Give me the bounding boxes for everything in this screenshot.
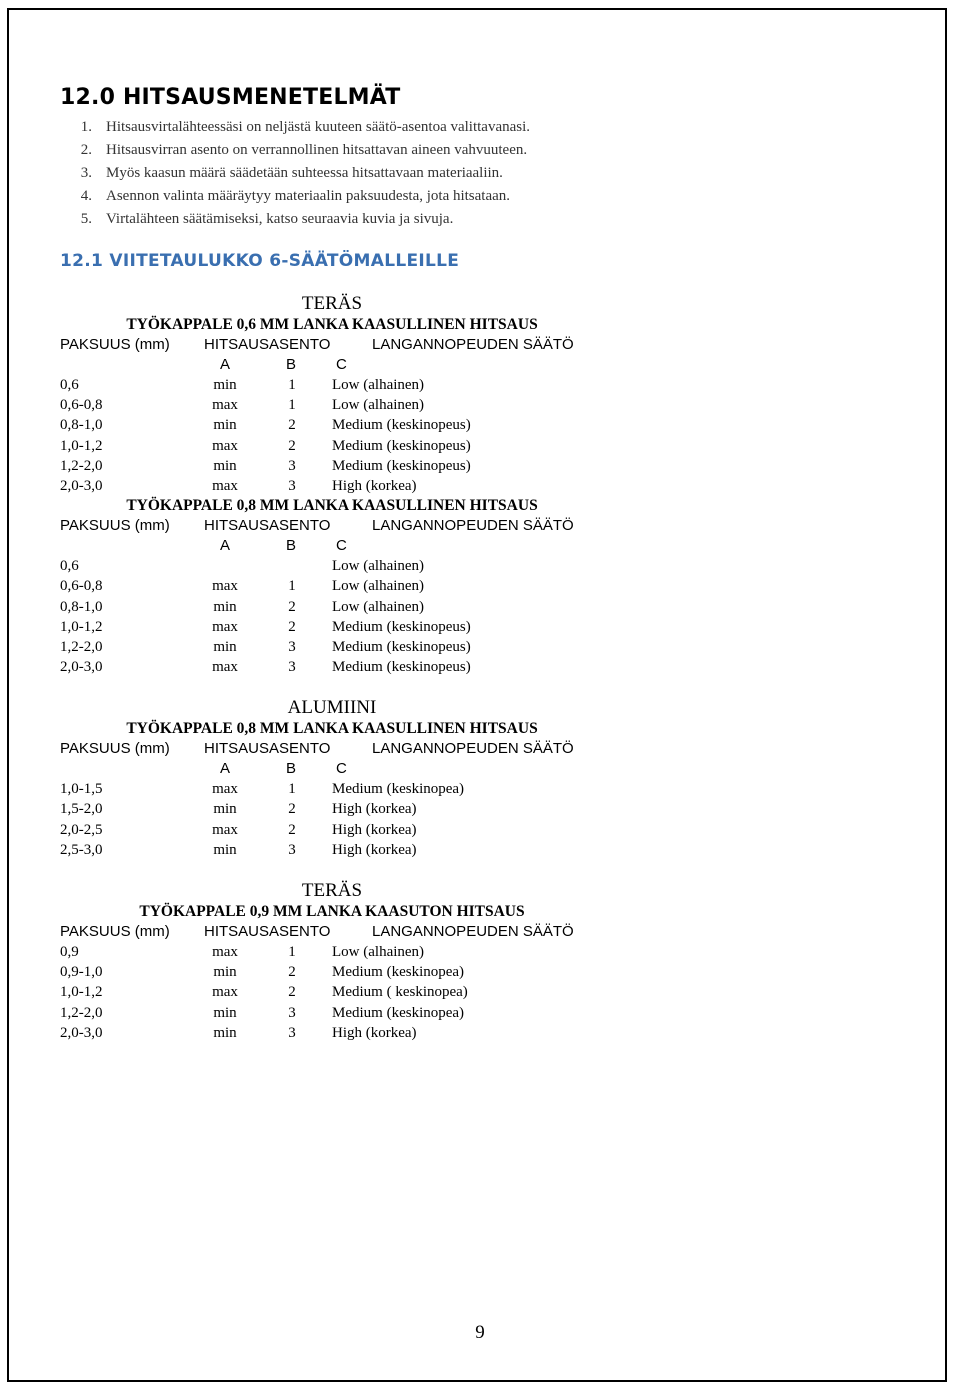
cell-thickness: 0,6 — [60, 377, 79, 393]
cell-position: min — [213, 964, 237, 981]
table-row — [60, 597, 900, 617]
cell-wire-speed: Medium (keskinopea) — [332, 1004, 465, 1021]
cell-position: max — [212, 821, 238, 838]
reference-tables — [60, 293, 900, 1043]
cell-wire-speed: High (korkea) — [332, 1024, 417, 1041]
cell-thickness: 1,0-1,5 — [60, 781, 103, 798]
cell-wire-speed: High (korkea) — [332, 477, 417, 494]
cell-position: max — [212, 437, 238, 454]
table-row — [60, 779, 900, 799]
table-title: TYÖKAPPALE 0,6 MM LANKA KAASULLINEN HITSAUS — [126, 316, 538, 333]
cell-thickness: 1,0-1,2 — [60, 437, 103, 454]
list-text: Asennon valinta määräytyy materiaalin paksuudesta, jota hitsataan. — [106, 188, 511, 204]
list-text: Virtalähteen säätämiseksi, katso seuraavia kuvia ja sivuja. — [106, 211, 454, 227]
cell-wire-speed: Medium (keskinopea) — [332, 781, 465, 798]
cell-setting: 2 — [288, 984, 296, 1001]
cell-setting: 1 — [288, 944, 296, 960]
cell-wire-speed: Medium (keskinopeus) — [332, 417, 471, 434]
cell-position: min — [213, 457, 237, 474]
cell-thickness: 0,9 — [60, 944, 79, 960]
cell-setting: 3 — [288, 841, 296, 858]
abc-label: C — [336, 760, 347, 778]
list-item — [60, 208, 900, 231]
table-title: TYÖKAPPALE 0,8 MM LANKA KAASULLINEN HITSAUS — [126, 720, 538, 738]
table-row — [60, 820, 900, 840]
table-row — [60, 476, 900, 496]
cell-wire-speed: High (korkea) — [332, 821, 417, 838]
header-wire-speed: LANGANNOPEUDEN SÄÄTÖ — [372, 517, 574, 535]
section-heading: 12.1 VIITETAULUKKO 6-SÄÄTÖMALLEILLE — [60, 251, 460, 271]
cell-thickness: 2,0-3,0 — [60, 477, 103, 494]
list-item — [60, 185, 900, 208]
table-row — [60, 657, 900, 677]
cell-setting: 3 — [288, 457, 296, 474]
cell-setting: 2 — [288, 417, 296, 434]
cell-position: min — [213, 1024, 237, 1041]
table-row — [60, 982, 900, 1002]
table-title: TYÖKAPPALE 0,9 MM LANKA KAASUTON HITSAUS — [139, 903, 525, 920]
cell-wire-speed: Medium (keskinopeus) — [332, 638, 471, 655]
list-number: 4. — [80, 188, 92, 204]
table-row — [60, 962, 900, 982]
list-item — [60, 116, 900, 139]
table-row — [60, 375, 900, 395]
table-row — [60, 799, 900, 819]
cell-position: min — [213, 841, 237, 858]
cell-position: min — [213, 377, 237, 393]
cell-position: max — [212, 659, 238, 676]
cell-wire-speed: High (korkea) — [332, 841, 417, 858]
table-row — [60, 576, 900, 596]
cell-position: max — [212, 397, 238, 414]
list-item — [60, 162, 900, 185]
instruction-list — [60, 116, 900, 231]
header-wire-speed: LANGANNOPEUDEN SÄÄTÖ — [372, 740, 574, 758]
cell-setting: 1 — [288, 781, 296, 798]
cell-setting: 2 — [288, 801, 296, 818]
cell-wire-speed: Low (alhainen) — [332, 944, 425, 960]
page-number: 9 — [475, 1322, 485, 1343]
cell-thickness: 1,0-1,2 — [60, 984, 103, 1001]
cell-setting: 3 — [288, 638, 296, 655]
cell-setting: 3 — [288, 659, 296, 676]
cell-thickness: 2,0-2,5 — [60, 821, 103, 838]
cell-position: max — [212, 477, 238, 494]
cell-wire-speed: Medium (keskinopeus) — [332, 457, 471, 474]
chapter-heading: 12.0 HITSAUSMENETELMÄT — [60, 85, 401, 110]
abc-label: A — [220, 356, 231, 373]
cell-thickness: 2,0-3,0 — [60, 659, 103, 676]
cell-thickness: 1,2-2,0 — [60, 457, 103, 474]
cell-thickness: 1,2-2,0 — [60, 1004, 103, 1021]
material-title: TERÄS — [301, 880, 363, 901]
header-setting: HITSAUSASENTO — [204, 923, 331, 940]
table-row — [60, 395, 900, 415]
table-row — [60, 942, 900, 962]
abc-subheader — [60, 759, 900, 779]
abc-label: C — [336, 537, 347, 555]
material-title: TERÄS — [301, 293, 363, 314]
table-header — [60, 516, 900, 536]
header-wire-speed: LANGANNOPEUDEN SÄÄTÖ — [372, 336, 574, 353]
table-row — [60, 436, 900, 456]
header-setting: HITSAUSASENTO — [204, 336, 331, 353]
header-wire-speed: LANGANNOPEUDEN SÄÄTÖ — [372, 923, 574, 940]
cell-thickness: 0,6-0,8 — [60, 578, 103, 595]
abc-label: B — [286, 760, 297, 778]
table-row — [60, 617, 900, 637]
abc-label: C — [336, 356, 347, 373]
cell-thickness: 2,5-3,0 — [60, 841, 103, 858]
cell-wire-speed: Low (alhainen) — [332, 558, 425, 575]
table-header — [60, 922, 900, 942]
cell-thickness: 2,0-3,0 — [60, 1024, 103, 1041]
list-text: Hitsausvirtalähteessäsi on neljästä kuuteen säätö-asentoa valittavanasi. — [106, 119, 531, 135]
table-row — [60, 415, 900, 435]
cell-position: min — [213, 417, 237, 434]
abc-subheader — [60, 536, 900, 556]
table-header — [60, 739, 900, 759]
cell-setting: 2 — [288, 437, 296, 454]
cell-position: max — [212, 781, 238, 798]
cell-wire-speed: Low (alhainen) — [332, 377, 425, 393]
cell-setting: 1 — [288, 397, 296, 414]
cell-position: min — [213, 598, 237, 615]
list-number: 3. — [80, 165, 92, 181]
cell-thickness: 0,9-1,0 — [60, 964, 103, 981]
table-row — [60, 840, 900, 860]
cell-setting: 3 — [288, 477, 296, 494]
table-title: TYÖKAPPALE 0,8 MM LANKA KAASULLINEN HITSAUS — [126, 497, 538, 515]
abc-label: A — [220, 537, 231, 555]
header-thickness: PAKSUUS (mm) — [60, 923, 170, 940]
cell-thickness: 0,8-1,0 — [60, 598, 103, 615]
list-text: Hitsausvirran asento on verrannollinen hitsattavan aineen vahvuuteen. — [106, 142, 528, 158]
abc-label: B — [286, 537, 297, 555]
table-row — [60, 456, 900, 476]
cell-thickness: 1,2-2,0 — [60, 638, 103, 655]
cell-setting: 2 — [288, 598, 296, 615]
cell-thickness: 0,8-1,0 — [60, 417, 103, 434]
list-number: 1. — [80, 119, 92, 135]
cell-wire-speed: Medium (keskinopea) — [332, 964, 465, 981]
cell-position: min — [213, 801, 237, 818]
header-thickness: PAKSUUS (mm) — [60, 336, 170, 353]
cell-wire-speed: Low (alhainen) — [332, 578, 425, 595]
cell-position: min — [213, 1004, 237, 1021]
cell-wire-speed: Medium (keskinopeus) — [332, 659, 471, 676]
cell-wire-speed: Low (alhainen) — [332, 598, 425, 615]
header-setting: HITSAUSASENTO — [204, 517, 331, 535]
header-setting: HITSAUSASENTO — [204, 740, 331, 758]
list-number: 2. — [80, 142, 92, 158]
header-thickness: PAKSUUS (mm) — [60, 517, 170, 535]
cell-setting: 1 — [288, 377, 296, 393]
cell-wire-speed: Medium ( keskinopea) — [332, 984, 468, 1001]
cell-thickness: 1,5-2,0 — [60, 801, 103, 818]
list-number: 5. — [80, 211, 92, 227]
cell-wire-speed: Low (alhainen) — [332, 397, 425, 414]
abc-subheader — [60, 355, 900, 375]
cell-wire-speed: High (korkea) — [332, 801, 417, 818]
table-row — [60, 1023, 900, 1043]
abc-label: B — [286, 356, 297, 373]
cell-thickness: 0,6 — [60, 558, 79, 575]
cell-position: max — [212, 618, 238, 635]
cell-position: max — [212, 984, 238, 1001]
cell-wire-speed: Medium (keskinopeus) — [332, 437, 471, 454]
cell-setting: 1 — [288, 578, 296, 595]
cell-position: min — [213, 638, 237, 655]
material-title: ALUMIINI — [287, 697, 377, 719]
list-item — [60, 139, 900, 162]
cell-setting: 2 — [288, 964, 296, 981]
cell-thickness: 1,0-1,2 — [60, 618, 103, 635]
cell-thickness: 0,6-0,8 — [60, 397, 103, 414]
cell-setting: 2 — [288, 618, 296, 635]
list-text: Myös kaasun määrä säädetään suhteessa hitsattavaan materiaaliin. — [106, 165, 503, 181]
table-row — [60, 1003, 900, 1023]
cell-position: max — [212, 578, 238, 595]
table-row — [60, 637, 900, 657]
header-thickness: PAKSUUS (mm) — [60, 740, 170, 758]
table-row — [60, 556, 900, 576]
abc-label: A — [220, 760, 231, 778]
page-content — [60, 85, 900, 1043]
cell-setting: 3 — [288, 1004, 296, 1021]
cell-position: max — [212, 944, 238, 960]
cell-wire-speed: Medium (keskinopeus) — [332, 618, 471, 635]
table-header — [60, 335, 900, 355]
cell-setting: 3 — [288, 1024, 296, 1041]
cell-setting: 2 — [288, 821, 296, 838]
